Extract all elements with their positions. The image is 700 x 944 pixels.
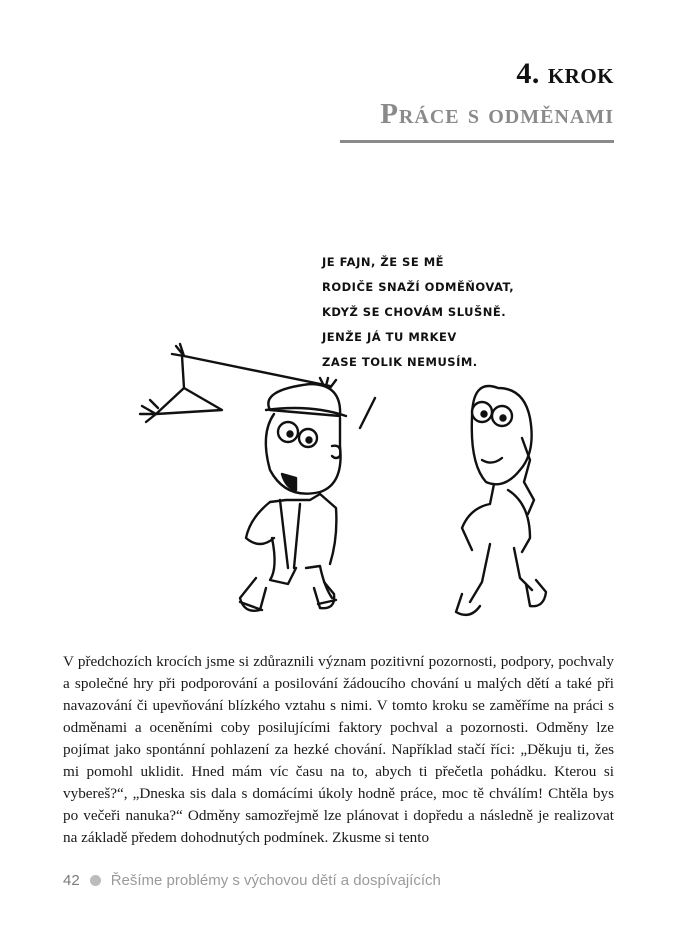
cartoon-illustration bbox=[110, 238, 570, 638]
chapter-heading bbox=[380, 56, 614, 132]
page-footer bbox=[63, 872, 441, 889]
speech-line: když se chovám slušně. bbox=[322, 305, 507, 319]
speech-pointer bbox=[360, 398, 375, 428]
page-number: 42 bbox=[63, 872, 80, 889]
body-paragraph: V předchozích krocích jsme si zdůraznili význam pozitivní pozornosti, podpory, pochvaly a společné hry při podporování a posilování žádoucího chování u malých dětí a také při navazování či upevňování blízkého vztahu s nimi. V tomto kroku se zaměříme na práci s odměnami a oceněními coby posilujícími faktory pochval a pozornosti. Odměny lze pojímat jako spontánní pohlazení za hezké chování. Například stačí říci: „Děkuju ti, žes mi pomohl uklidit. Hned mám víc času na to, abych ti přečetla pohádku. Kterou si vybereš?“, „Dneska sis dala s domácími úkoly hodně práce, moc tě chválím! Chtěla bys po večeři nanuka?“ Odměny samozřejmě lze plánovat i dopředu a následně je realizovat na základě předem dohodnutých podmínek. Zkusme si tento bbox=[63, 653, 614, 846]
chapter-title: 4. krok bbox=[516, 57, 614, 90]
speech-line: Jenže já tu mrkev bbox=[322, 330, 457, 344]
heading-rule bbox=[340, 140, 614, 143]
bullet-dot-icon bbox=[90, 875, 101, 886]
chapter-subtitle: Práce s odměnami bbox=[380, 98, 614, 130]
boy-left bbox=[240, 378, 346, 611]
speech-line: zase tolik nemusím. bbox=[322, 355, 478, 369]
speech-line: rodiče snaží odměňovat, bbox=[322, 280, 515, 294]
speech-bubble-text bbox=[321, 254, 514, 369]
boy-right bbox=[456, 386, 546, 615]
speech-line: Je fajn, že se mě bbox=[322, 255, 444, 269]
book-title: Řešíme problémy s výchovou dětí a dospívajících bbox=[110, 872, 441, 889]
